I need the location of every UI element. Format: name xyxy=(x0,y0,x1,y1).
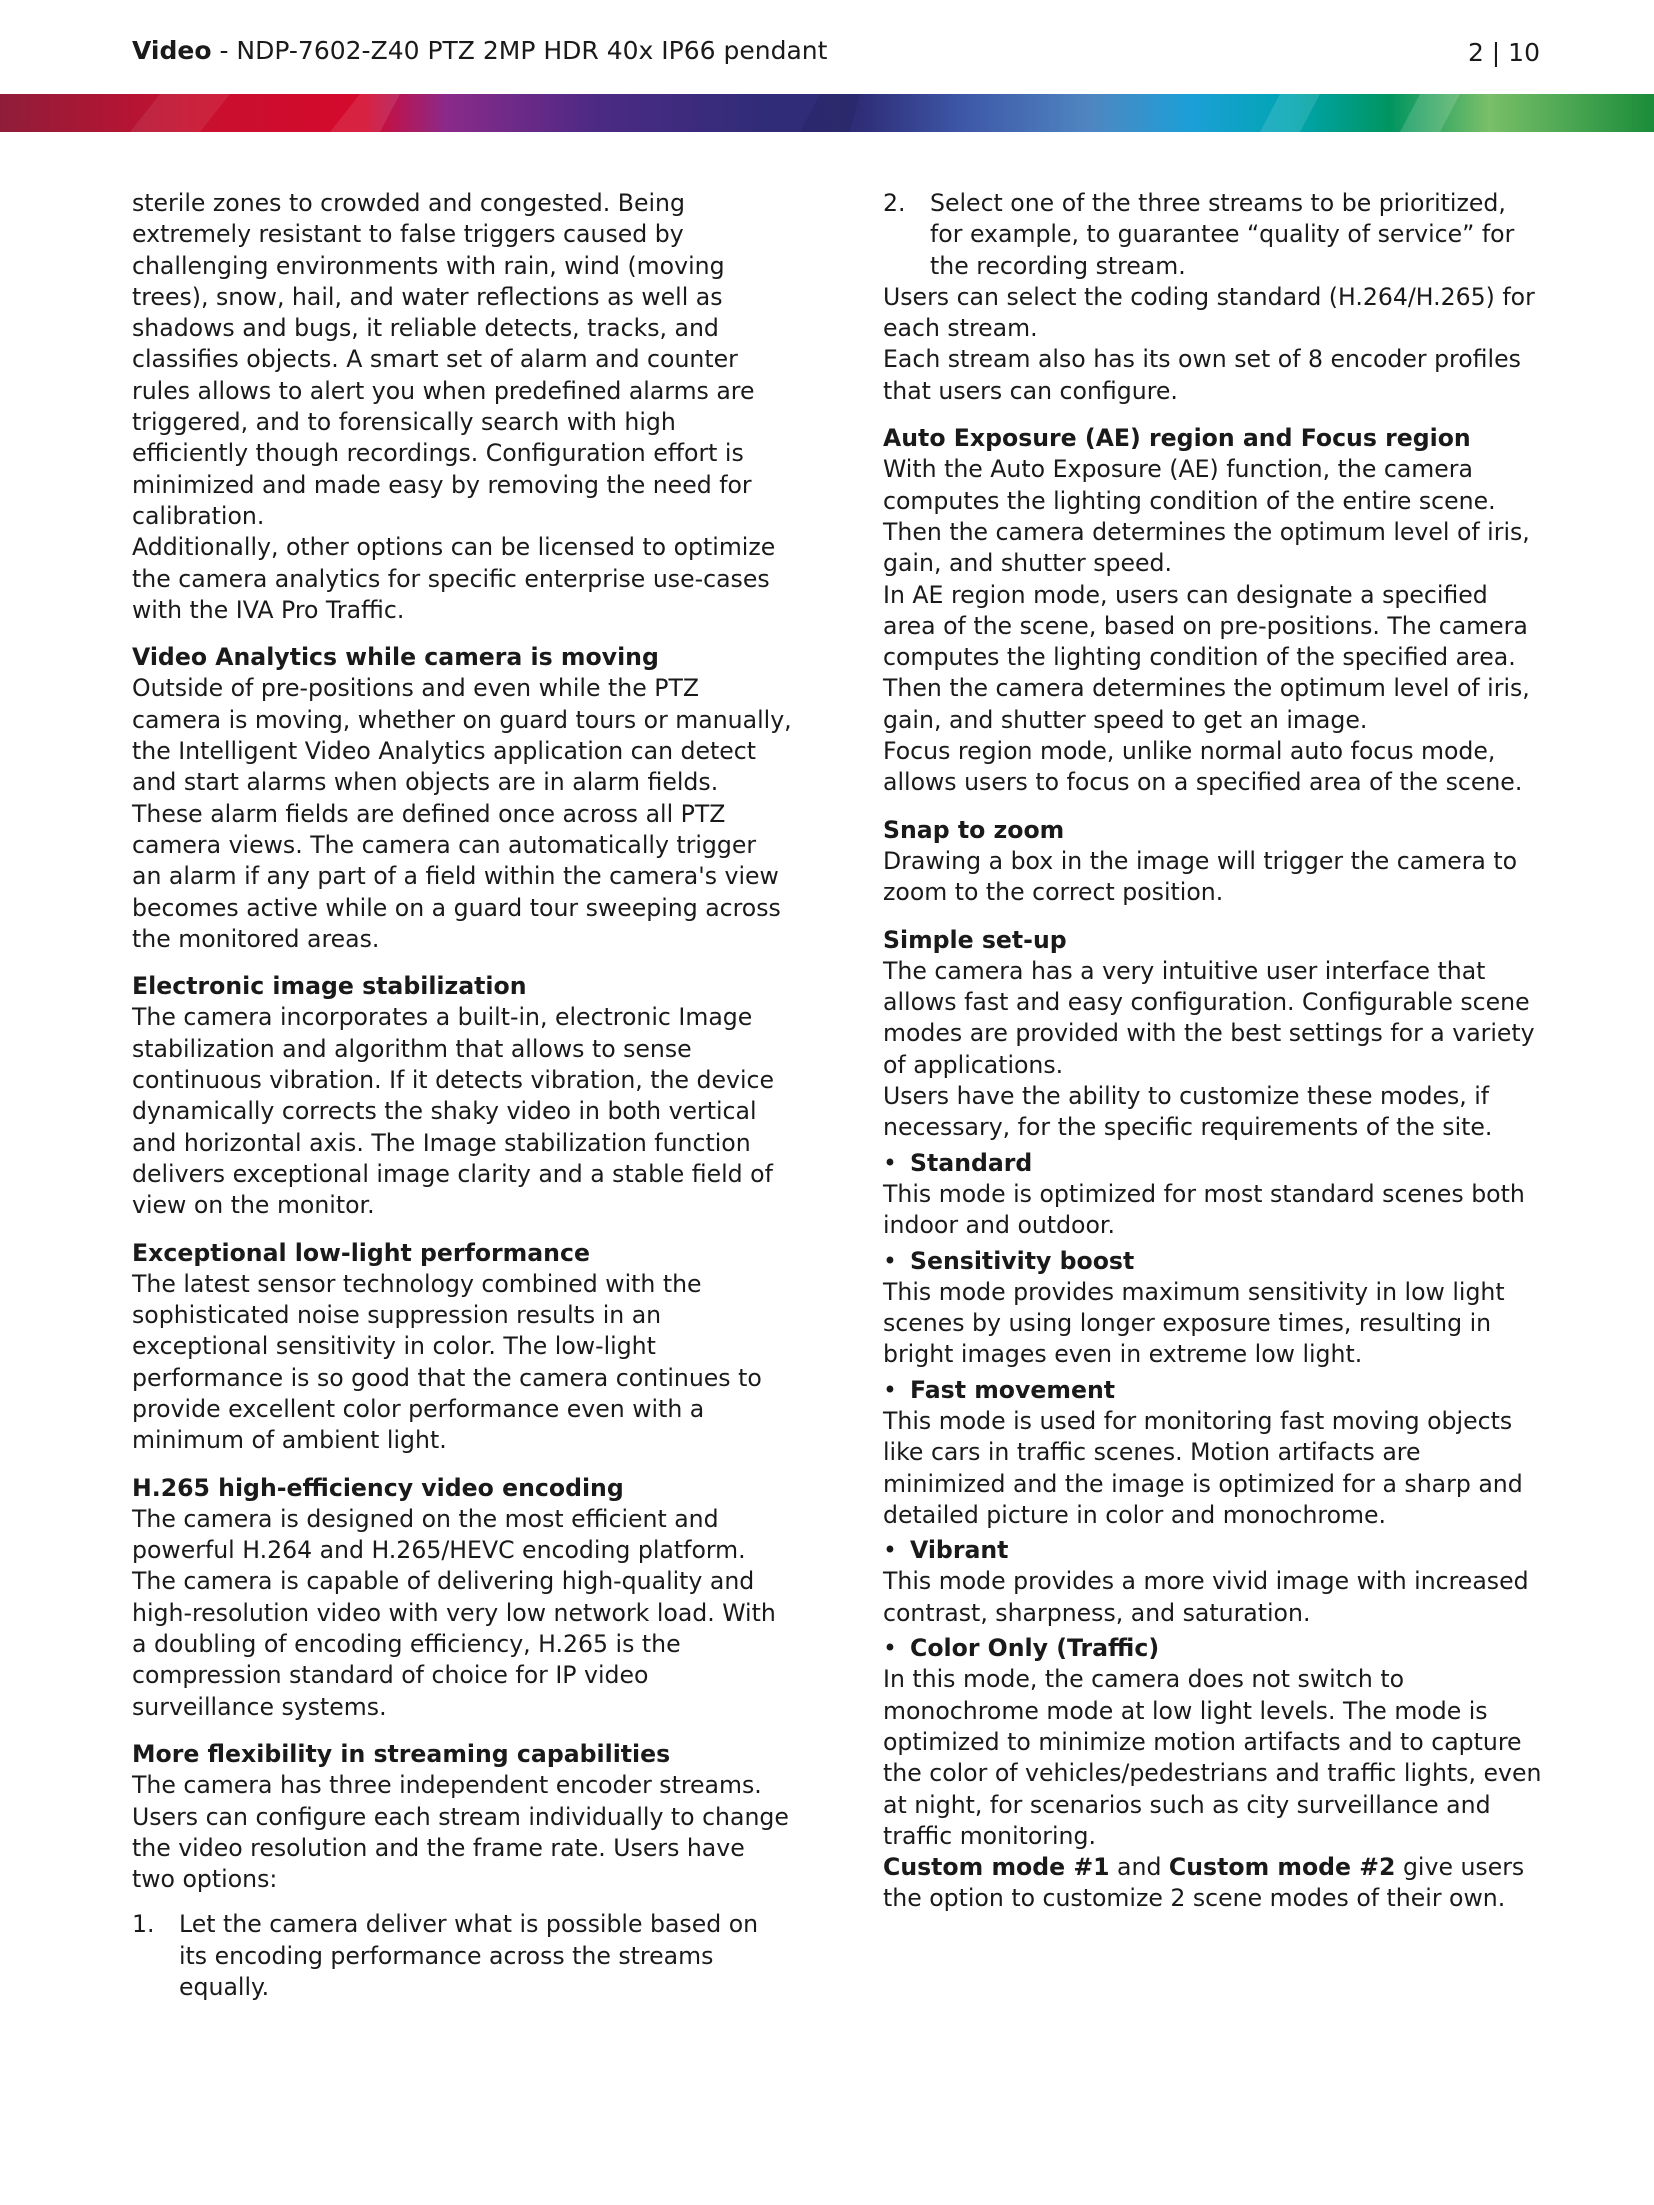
list-item xyxy=(883,188,1543,282)
scene-mode-description: In this mode, the camera does not switch to monochrome mode at low light levels. The mode is optimized to minimize motion artifacts and to capture the color of vehicles/pedestrians and traffic lights, even at night, for scenarios such as city surveillance and traffic monitoring. xyxy=(883,1665,1542,1850)
section-body: Drawing a box in the image will trigger the camera to zoom to the correct position. xyxy=(883,846,1518,907)
intro-paragraph: sterile zones to crowded and congested. Being extremely resistant to false triggers caused by challenging environments with rain, wind (moving trees), snow, hail, and water reflections as well as shadows and bugs, it reliable detects, tracks, and classifies objects. A smart set of alarm and counter rules allows to alert you when predefined alarms are triggered, and to forensically search with high efficiently though recordings. Configuration effort is minimized and made easy by removing the need for calibration. xyxy=(132,189,755,530)
list-item-text: Select one of the three streams to be prioritized, for example, to guarantee “quality of service” for the recording stream. xyxy=(930,189,1515,280)
custom-mode-1-label: Custom mode #1 xyxy=(883,1853,1110,1882)
header-category: Video xyxy=(132,36,212,65)
scene-mode-name: Vibrant xyxy=(910,1536,1009,1565)
section-body: Users have the ability to customize these modes, if necessary, for the specific requirements of the site. xyxy=(883,1082,1493,1142)
scene-mode-description: This mode provides a more vivid image with increased contrast, sharpness, and saturation. xyxy=(883,1567,1529,1627)
streaming-options-list-continued xyxy=(883,188,1543,282)
streaming-options-list xyxy=(132,1909,792,2003)
header-product-name: - NDP-7602-Z40 PTZ 2MP HDR 40x IP66 pendant xyxy=(211,36,828,65)
section-body: The latest sensor technology combined with the sophisticated noise suppression results in an exceptional sensitivity in color. The low-light performance is so good that the camera continues to provide excellent color performance even with a minimum of ambient light. xyxy=(132,1269,762,1455)
body-paragraph: Each stream also has its own set of 8 encoder profiles that users can configure. xyxy=(883,345,1521,405)
body-paragraph: Users can select the coding standard (H.264/H.265) for each stream. xyxy=(883,282,1535,343)
bullet: • xyxy=(883,1246,897,1275)
scene-mode-description: This mode is optimized for most standard scenes both indoor and outdoor. xyxy=(883,1179,1525,1240)
section-heading: Snap to zoom xyxy=(883,815,1065,844)
custom-modes-paragraph xyxy=(883,1852,1543,1915)
section-heading: More flexibility in streaming capabilities xyxy=(132,1739,671,1768)
scene-mode-name: Standard xyxy=(910,1148,1033,1177)
bullet: • xyxy=(883,1148,897,1177)
scene-mode-description: This mode is used for monitoring fast moving objects like cars in traffic scenes. Motion artifacts are minimized and the image is optimized for a sharp and detailed picture in color and monochrome. xyxy=(883,1406,1523,1529)
section-body: In AE region mode, users can designate a specified area of the scene, based on pre-positions. The camera computes the lighting condition of the specified area. Then the camera determines the optimum level of iris, gain, and shutter speed to get an image. xyxy=(883,580,1530,734)
scene-mode-heading xyxy=(883,1148,1543,1179)
color-supergraphic-banner xyxy=(0,94,1654,132)
scene-mode-heading xyxy=(883,1633,1543,1664)
section-body: The camera has three independent encoder streams. Users can configure each stream individually to change the video resolution and the frame rate. Users have two options: xyxy=(132,1771,789,1894)
section-heading: Simple set-up xyxy=(883,925,1067,954)
scene-mode-heading xyxy=(883,1246,1543,1277)
bullet: • xyxy=(883,1634,897,1663)
custom-modes-text: give users the option to customize 2 scene modes of their own. xyxy=(883,1853,1525,1913)
section-heading: Auto Exposure (AE) region and Focus region xyxy=(883,424,1471,453)
left-column xyxy=(132,188,792,2003)
intro-paragraph-additional: Additionally, other options can be licensed to optimize the camera analytics for specific enterprise use-cases with the IVA Pro Traffic. xyxy=(132,533,776,624)
scene-mode-heading xyxy=(883,1535,1543,1566)
list-number: 1. xyxy=(132,1910,155,1939)
scene-mode-heading xyxy=(883,1375,1543,1406)
custom-mode-2-label: Custom mode #2 xyxy=(1168,1853,1396,1882)
list-item xyxy=(132,1909,792,2003)
scene-mode-name: Color Only (Traffic) xyxy=(910,1634,1160,1663)
list-item-text: Let the camera deliver what is possible based on its encoding performance across the streams equally. xyxy=(179,1910,759,2002)
section-body: The camera has a very intuitive user interface that allows fast and easy configuration. Configurable scene modes are provided with the best settings for a variety of applications. xyxy=(883,956,1535,1079)
section-body: The camera is designed on the most efficient and powerful H.264 and H.265/HEVC encoding platform. The camera is capable of delivering high-quality and high-resolution video with very low network load. With a doubling of encoding efficiency, H.265 is the compression standard of choice for IP video surveillance systems. xyxy=(132,1504,776,1721)
section-body: With the Auto Exposure (AE) function, the camera computes the lighting condition of the entire scene. Then the camera determines the optimum level of iris, gain, and shutter speed. xyxy=(883,455,1530,578)
section-body: Outside of pre-positions and even while the PTZ camera is moving, whether on guard tours or manually, the Intelligent Video Analytics application can detect and start alarms when objects are in alarm fields. These alarm fields are defined once across all PTZ camera views. The camera can automatically trigger an alarm if any part of a field within the camera's view becomes active while on a guard tour sweeping across the monitored areas. xyxy=(132,674,792,953)
list-number: 2. xyxy=(883,189,906,217)
section-heading: Exceptional low-light performance xyxy=(132,1238,590,1267)
section-heading: Electronic image stabilization xyxy=(132,972,527,1001)
document-header-title xyxy=(132,34,827,68)
right-column xyxy=(883,188,1543,1915)
connector-text: and xyxy=(1109,1853,1169,1882)
bullet: • xyxy=(883,1536,897,1565)
section-body: The camera incorporates a built-in, electronic Image stabilization and algorithm that allows to sense continuous vibration. If it detects vibration, the device dynamically corrects the shaky video in both vertical and horizontal axis. The Image stabilization function delivers exceptional image clarity and a stable field of view on the monitor. xyxy=(132,1003,775,1220)
scene-mode-description: This mode provides maximum sensitivity in low light scenes by using longer exposure times, resulting in bright images even in extreme low light. xyxy=(883,1277,1505,1369)
scene-mode-name: Fast movement xyxy=(910,1375,1116,1404)
scene-mode-name: Sensitivity boost xyxy=(910,1246,1135,1275)
page-number: 2 | 10 xyxy=(1467,38,1540,67)
section-heading: Video Analytics while camera is moving xyxy=(132,643,659,672)
section-heading: H.265 high-efficiency video encoding xyxy=(132,1473,624,1502)
section-body: Focus region mode, unlike normal auto focus mode, allows users to focus on a specified area of the scene. xyxy=(883,737,1523,797)
bullet: • xyxy=(883,1375,897,1404)
